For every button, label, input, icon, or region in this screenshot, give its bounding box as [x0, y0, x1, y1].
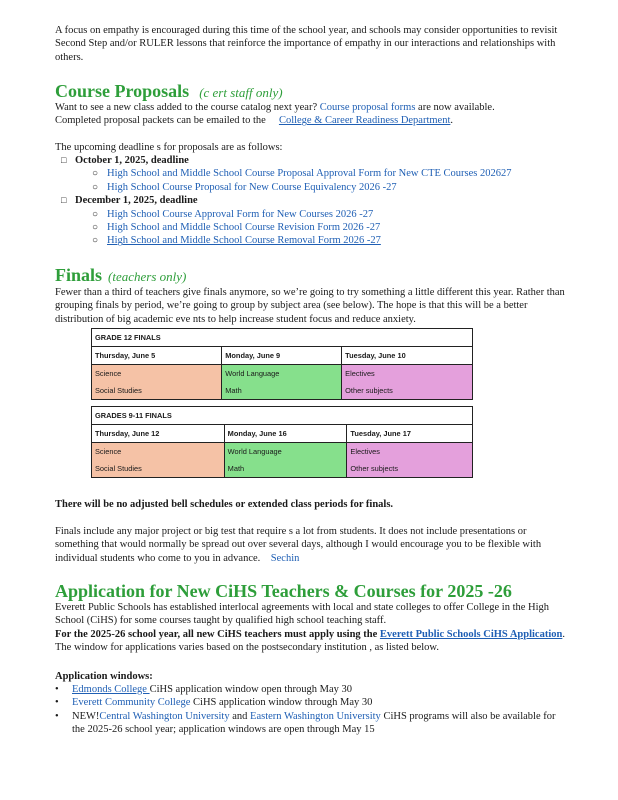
finals-bold-note: There will be no adjusted bell schedules or extended class periods for finals. [55, 499, 394, 510]
bullet-icon: • [55, 710, 59, 722]
course-proposals-subtitle: (c ert staff only) [199, 85, 283, 100]
form-link[interactable]: High School and Middle School Course Revision Form 2026 -27 [107, 222, 381, 234]
finals-closing-paragraph [55, 525, 565, 565]
wingding-bullet-icon: □ [61, 155, 67, 165]
cihs-heading: Application for New CiHS Teachers & Courses for 2025 -26 [55, 581, 512, 601]
finals-subtitle: (teachers only) [108, 269, 187, 284]
finals-heading [55, 264, 565, 288]
bullet-text: CiHS programs will also be available for the 2025-26 school year; application windows are open through May 15 [72, 710, 556, 736]
cihs-paragraph: Everett Public Schools has established interlocal agreements with local and state colleges to offer College in the High School (CiHS) for some courses taught by qualified high school teaching staff. [55, 602, 550, 627]
bullet-icon: • [55, 697, 59, 709]
proposal-text-c: Completed proposal packets can be emailed to the [55, 115, 266, 127]
finals-closing-text: Finals include any major project or big test that require s a lot from students. It does not include presentations or something that would normally be spread out over several days, although I would encourage you to be flexible with individual students who come to you in advance. [55, 526, 542, 564]
table-day: Monday, June 16 [224, 425, 347, 443]
application-windows-label: Application windows: [55, 671, 153, 682]
form-list-item [55, 181, 565, 194]
table-cell: Social Studies [92, 460, 225, 478]
table-cell: Social Studies [92, 382, 222, 400]
proposal-text-a: Want to see a new class added to the course catalog next year? [55, 102, 318, 113]
list-item [55, 683, 565, 696]
form-link[interactable]: High School and Middle School Course Removal Form 2026 -27 [107, 235, 381, 247]
new-label: NEW! [72, 710, 100, 722]
course-proposals-title: Course Proposals [55, 81, 190, 101]
form-list-item [55, 167, 565, 180]
grade12-finals-table-wrap [91, 328, 481, 400]
wingding-bullet-icon: □ [61, 195, 67, 206]
deadline-item [55, 154, 565, 167]
finals-paragraph: Fewer than a third of teachers give finals anymore, so we’re going to try something a little different this year. Rather than grouping finals by period, we’re going to group by subject area (see below). The hope is that this will be a better distribution of big academic eve nts to help increase student focus and reduce anxiety. [55, 287, 565, 325]
table-cell: Math [222, 382, 342, 400]
form-link[interactable]: High School and Middle School Course Proposal Approval Form for New CTE Courses 202627 [107, 168, 512, 180]
intro-paragraph: A focus on empathy is encouraged during this time of the school year, and schools may consider opportunities to revisit Second Step and/or RULER lessons that reinforce the importance of empathy in our interactions and relationships with others. [55, 25, 558, 63]
form-list-item [55, 221, 565, 234]
finals-title: Finals [55, 265, 103, 285]
deadlines-intro: The upcoming deadline s for proposals are as follows: [55, 142, 283, 153]
proposal-text-b: are now available. [415, 102, 495, 113]
table-title: GRADES 9-11 FINALS [92, 407, 473, 425]
deadline-item [55, 194, 565, 207]
circle-bullet-icon: ○ [92, 181, 99, 193]
list-item [55, 696, 565, 709]
cwu-link[interactable]: Central Washington University [99, 710, 230, 722]
table-cell: Science [92, 365, 222, 383]
application-window-list [55, 683, 565, 737]
grade12-finals-table [91, 328, 473, 400]
list-item [55, 710, 565, 737]
table-day: Monday, June 9 [222, 347, 342, 365]
table-cell: World Language [222, 365, 342, 383]
bullet-text: CiHS application window open through May 30 [149, 684, 352, 695]
form-link[interactable]: High School Course Approval Form for New Courses 2026 -27 [107, 208, 374, 220]
deadline-list [55, 154, 565, 248]
table-cell: World Language [224, 443, 347, 461]
grades9-11-finals-table-wrap [91, 406, 481, 478]
form-list-item [55, 234, 565, 247]
circle-bullet-icon: ○ [92, 235, 99, 247]
course-proposal-forms-link[interactable]: Course proposal forms [319, 102, 416, 113]
cihs-requirement-rest: . The window for applications varies based on the postsecondary institution , as listed below. [55, 629, 565, 654]
circle-bullet-icon: ○ [92, 222, 99, 234]
table-cell: Math [224, 460, 347, 478]
bullet-connector: and [229, 710, 251, 722]
grades9-11-finals-table [91, 406, 473, 478]
form-list-item [55, 208, 565, 221]
table-day: Thursday, June 5 [92, 347, 222, 365]
table-cell: Electives [342, 365, 473, 383]
table-cell: Other subjects [342, 382, 473, 400]
deadline-date: October 1, 2025, deadline [75, 155, 189, 166]
edmonds-college-link[interactable]: Edmonds College [72, 684, 150, 695]
table-day: Tuesday, June 17 [347, 425, 473, 443]
ccr-department-link[interactable]: College & Career Readiness Department [278, 115, 451, 127]
everett-cc-link[interactable]: Everett Community College [72, 697, 191, 709]
bullet-text: CiHS application window through May 30 [190, 697, 373, 709]
bullet-icon: • [55, 684, 59, 695]
table-day: Thursday, June 12 [92, 425, 225, 443]
deadline-date: December 1, 2025, deadline [75, 195, 198, 207]
cihs-requirement-bold: For the 2025-26 school year, all new CiHS teachers must apply using the [55, 629, 378, 640]
proposal-text-end: . [450, 115, 454, 127]
course-proposals-paragraph [55, 101, 565, 128]
table-cell: Other subjects [347, 460, 473, 478]
table-cell: Science [92, 443, 225, 461]
ewu-link[interactable]: Eastern Washington University [250, 710, 381, 722]
circle-bullet-icon: ○ [92, 168, 99, 180]
table-title: GRADE 12 FINALS [92, 329, 473, 347]
circle-bullet-icon: ○ [92, 208, 99, 220]
table-day: Tuesday, June 10 [342, 347, 473, 365]
sechin-link[interactable]: Sechin [270, 552, 300, 564]
cihs-application-link[interactable]: Everett Public Schools CiHS Application [379, 629, 563, 640]
table-cell: Electives [347, 443, 473, 461]
cihs-requirement [55, 628, 565, 655]
form-link[interactable]: High School Course Proposal for New Course Equivalency 2026 -27 [107, 181, 397, 193]
